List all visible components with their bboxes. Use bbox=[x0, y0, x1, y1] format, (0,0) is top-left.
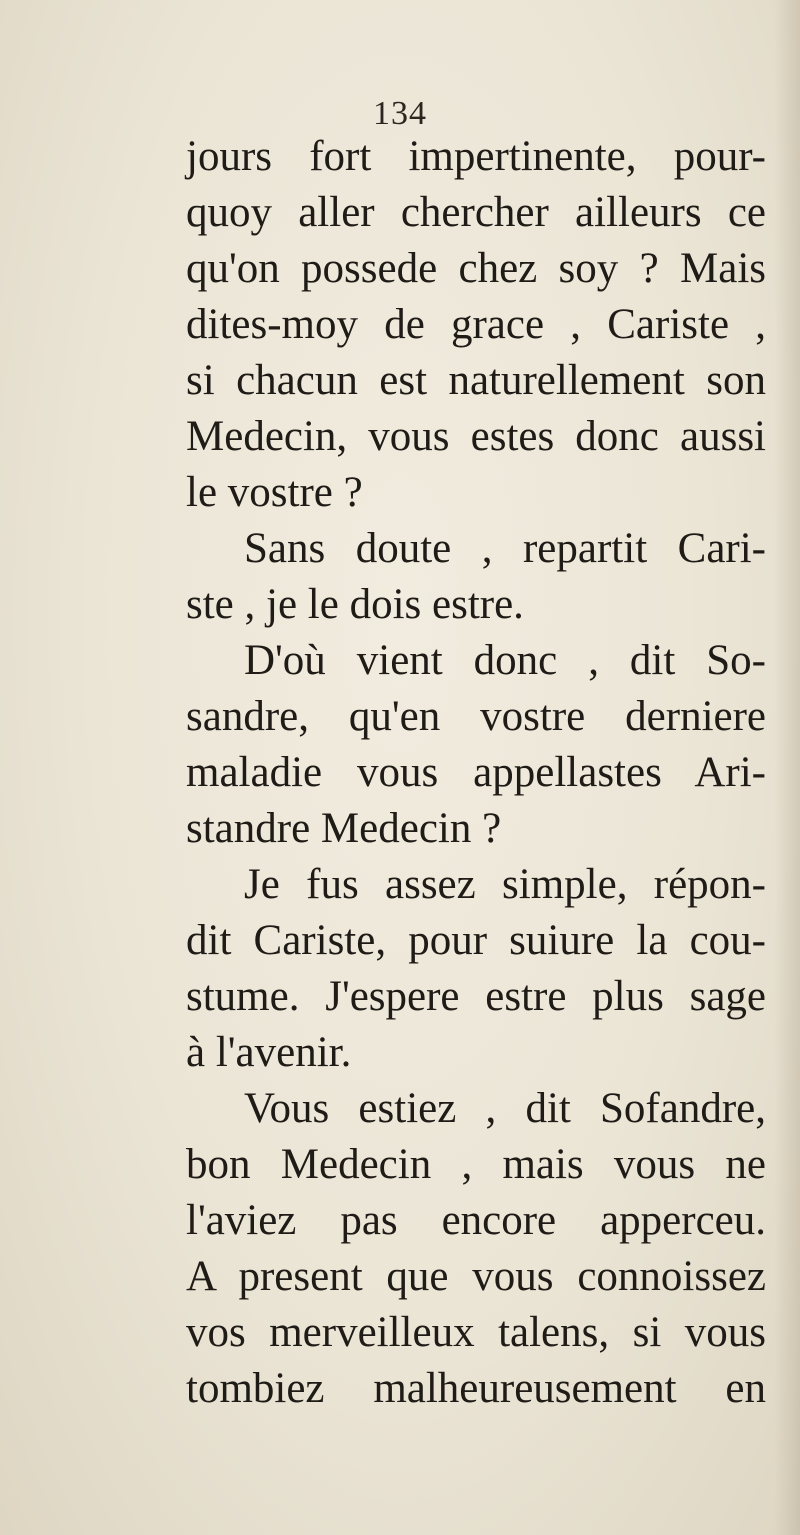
text-line: standre Medecin ? bbox=[186, 805, 502, 852]
text-line: sandre, qu'en vostre derniere bbox=[186, 693, 766, 740]
text-line: Medecin, vous estes donc aussi bbox=[186, 413, 766, 460]
text-line: si chacun est naturellement son bbox=[186, 357, 766, 404]
text-line: maladie vous appellastes Ari- bbox=[186, 749, 766, 796]
text-line: le vostre ? bbox=[186, 469, 363, 516]
text-line: ste , je le dois estre. bbox=[186, 581, 524, 628]
text-line: dit Cariste, pour suiure la cou- bbox=[186, 917, 766, 964]
text-line: jours fort impertinente, pour- bbox=[186, 133, 766, 180]
paragraph-start-line: Sans doute , repartit Cari- bbox=[244, 525, 766, 572]
text-line: à l'avenir. bbox=[186, 1029, 352, 1076]
page-edge-shadow bbox=[774, 0, 800, 1535]
text-line: bon Medecin , mais vous ne bbox=[186, 1141, 766, 1188]
text-line: dites-moy de grace , Cariste , bbox=[186, 301, 766, 348]
text-line: stume. J'espere estre plus sage bbox=[186, 973, 766, 1020]
body-text bbox=[186, 129, 766, 1417]
text-line: tombiez malheureusement en bbox=[186, 1365, 766, 1412]
paragraph-start-line: D'où vient donc , dit So- bbox=[244, 637, 766, 684]
text-line: A present que vous connoissez bbox=[186, 1253, 766, 1300]
paragraph-start-line: Vous estiez , dit Sofandre, bbox=[244, 1085, 766, 1132]
text-line: l'aviez pas encore apperceu. bbox=[186, 1197, 766, 1244]
text-line: quoy aller chercher ailleurs ce bbox=[186, 189, 766, 236]
page-number: 134 bbox=[373, 95, 427, 132]
text-line: vos merveilleux talens, si vous bbox=[186, 1309, 766, 1356]
text-line: qu'on possede chez soy ? Mais bbox=[186, 245, 766, 292]
paragraph-start-line: Je fus assez simple, répon- bbox=[244, 861, 766, 908]
